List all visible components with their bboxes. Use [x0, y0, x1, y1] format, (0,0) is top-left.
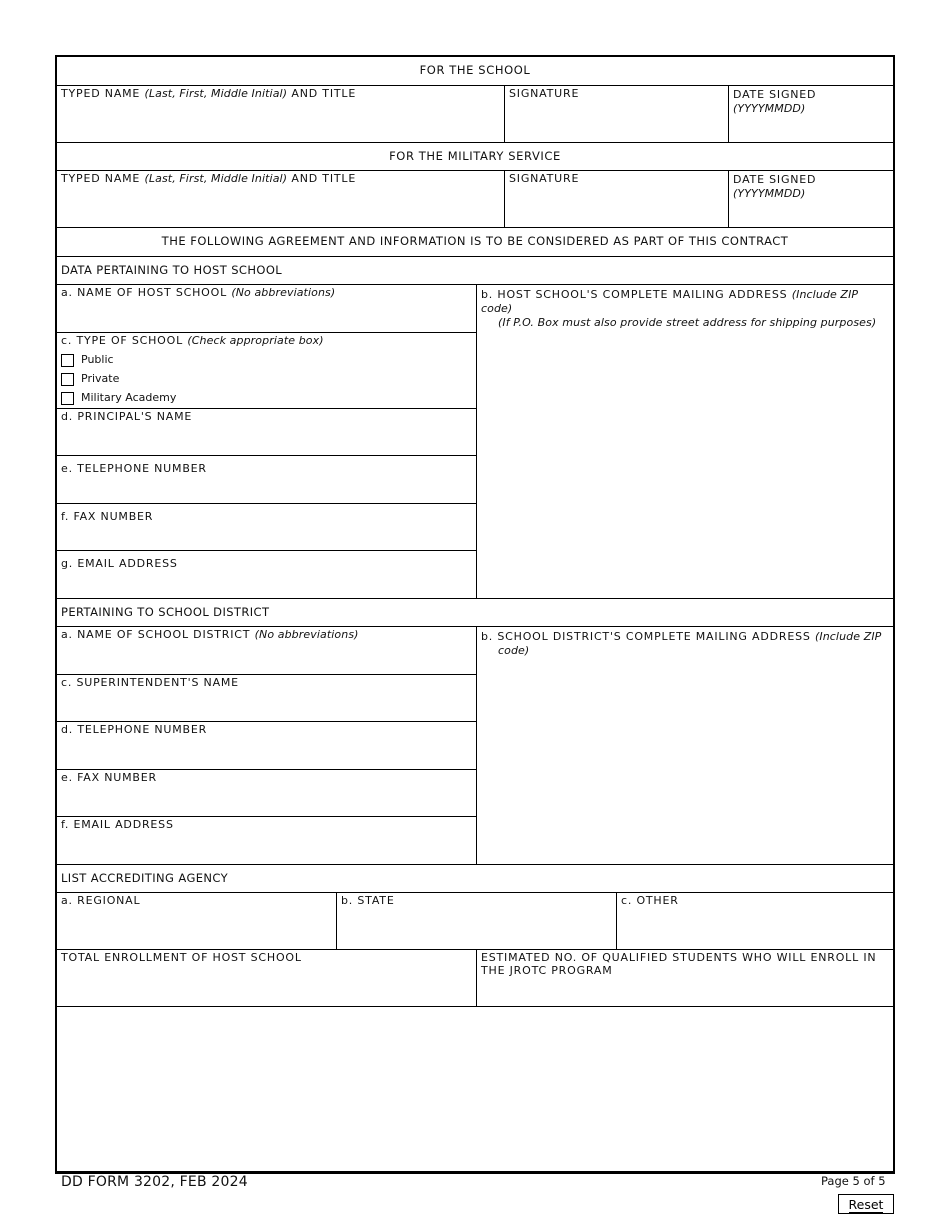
district-fax-label: e. FAX NUMBER	[61, 771, 157, 784]
district-address-field[interactable]	[476, 627, 893, 864]
district-name-field[interactable]	[57, 627, 476, 675]
host-school-name-field[interactable]	[57, 285, 476, 333]
school-date-signed-label: DATE SIGNED (YYYYMMDD)	[733, 88, 817, 115]
host-email-label: g. EMAIL ADDRESS	[61, 557, 178, 570]
school-signature-label: SIGNATURE	[509, 87, 580, 100]
host-telephone-label: e. TELEPHONE NUMBER	[61, 462, 207, 475]
reset-button-label: Reset	[848, 1196, 884, 1212]
other-agency-field[interactable]	[616, 893, 893, 949]
school-section-header-row	[57, 57, 893, 86]
accrediting-title: LIST ACCREDITING AGENCY	[61, 871, 229, 885]
military-academy-checkbox[interactable]	[61, 392, 74, 405]
school-type-option-military-academy[interactable]: Military Academy	[61, 391, 176, 405]
host-school-address-field[interactable]	[476, 285, 893, 598]
military-date-signed-label: DATE SIGNED (YYYYMMDD)	[733, 173, 817, 200]
military-signature-field[interactable]	[504, 171, 728, 227]
agreement-notice-row	[57, 228, 893, 257]
host-school-title: DATA PERTAINING TO HOST SCHOOL	[61, 263, 283, 277]
total-enrollment-field[interactable]	[57, 950, 476, 1006]
school-signature-row	[57, 86, 893, 143]
school-typed-name-field[interactable]	[57, 86, 504, 142]
school-type-option-private[interactable]: Private	[61, 372, 119, 386]
estimated-enrollment-label: ESTIMATED NO. OF QUALIFIED STUDENTS WHO WILL ENROLL IN THE JROTC PROGRAM	[481, 951, 877, 977]
regional-agency-label: a. REGIONAL	[61, 894, 141, 907]
school-district-title-row	[57, 599, 893, 627]
school-district-block	[57, 627, 893, 865]
blank-remarks-area[interactable]	[57, 1007, 893, 1171]
host-school-address-label: b. HOST SCHOOL'S COMPLETE MAILING ADDRESS (Include ZIP code) (If P.O. Box must also provide street address for shipping purposes)	[481, 288, 877, 329]
reset-button[interactable]	[838, 1194, 894, 1214]
military-signature-row	[57, 171, 893, 228]
total-enrollment-label: TOTAL ENROLLMENT OF HOST SCHOOL	[61, 951, 302, 964]
form-page-frame	[55, 55, 895, 1174]
accrediting-title-row	[57, 865, 893, 893]
district-email-field[interactable]	[57, 817, 476, 865]
school-district-title: PERTAINING TO SCHOOL DISTRICT	[61, 605, 270, 619]
private-checkbox[interactable]	[61, 373, 74, 386]
host-fax-label: f. FAX NUMBER	[61, 510, 154, 523]
military-date-signed-field[interactable]	[728, 171, 893, 227]
district-fax-field[interactable]	[57, 770, 476, 817]
host-school-title-row	[57, 257, 893, 285]
principal-name-label: d. PRINCIPAL'S NAME	[61, 410, 193, 423]
military-section-header: FOR THE MILITARY SERVICE	[389, 149, 561, 163]
district-name-label: a. NAME OF SCHOOL DISTRICT (No abbreviations)	[61, 628, 359, 641]
school-type-label: c. TYPE OF SCHOOL (Check appropriate box)	[61, 334, 324, 347]
district-email-label: f. EMAIL ADDRESS	[61, 818, 174, 831]
host-school-block	[57, 285, 893, 599]
superintendent-name-label: c. SUPERINTENDENT'S NAME	[61, 676, 239, 689]
enrollment-row	[57, 950, 893, 1007]
school-signature-field[interactable]	[504, 86, 728, 142]
district-telephone-field[interactable]	[57, 722, 476, 770]
host-fax-field[interactable]	[57, 504, 476, 551]
host-school-name-label: a. NAME OF HOST SCHOOL (No abbreviations)	[61, 286, 336, 299]
school-type-group	[57, 333, 476, 409]
host-telephone-field[interactable]	[57, 456, 476, 504]
superintendent-name-field[interactable]	[57, 675, 476, 722]
school-section-header: FOR THE SCHOOL	[419, 63, 531, 77]
school-typed-name-label: TYPED NAME (Last, First, Middle Initial) AND TITLE	[61, 87, 357, 100]
accrediting-row	[57, 893, 893, 950]
estimated-enrollment-field[interactable]	[476, 950, 893, 1006]
public-checkbox[interactable]	[61, 354, 74, 367]
principal-name-field[interactable]	[57, 409, 476, 456]
regional-agency-field[interactable]	[57, 893, 336, 949]
state-agency-field[interactable]	[336, 893, 616, 949]
school-type-option-public[interactable]: Public	[61, 353, 114, 367]
school-date-signed-field[interactable]	[728, 86, 893, 142]
district-telephone-label: d. TELEPHONE NUMBER	[61, 723, 208, 736]
military-signature-label: SIGNATURE	[509, 172, 580, 185]
military-section-header-row	[57, 143, 893, 171]
district-address-label: b. SCHOOL DISTRICT'S COMPLETE MAILING ADDRESS (Include ZIP code)	[481, 630, 882, 657]
military-typed-name-field[interactable]	[57, 171, 504, 227]
other-agency-label: c. OTHER	[621, 894, 679, 907]
state-agency-label: b. STATE	[341, 894, 395, 907]
military-typed-name-label: TYPED NAME (Last, First, Middle Initial) AND TITLE	[61, 172, 357, 185]
page-number: Page 5 of 5	[821, 1174, 886, 1188]
host-email-field[interactable]	[57, 551, 476, 599]
agreement-notice: THE FOLLOWING AGREEMENT AND INFORMATION IS TO BE CONSIDERED AS PART OF THIS CONTRACT	[161, 234, 789, 248]
form-identifier: DD FORM 3202, FEB 2024	[61, 1174, 248, 1190]
